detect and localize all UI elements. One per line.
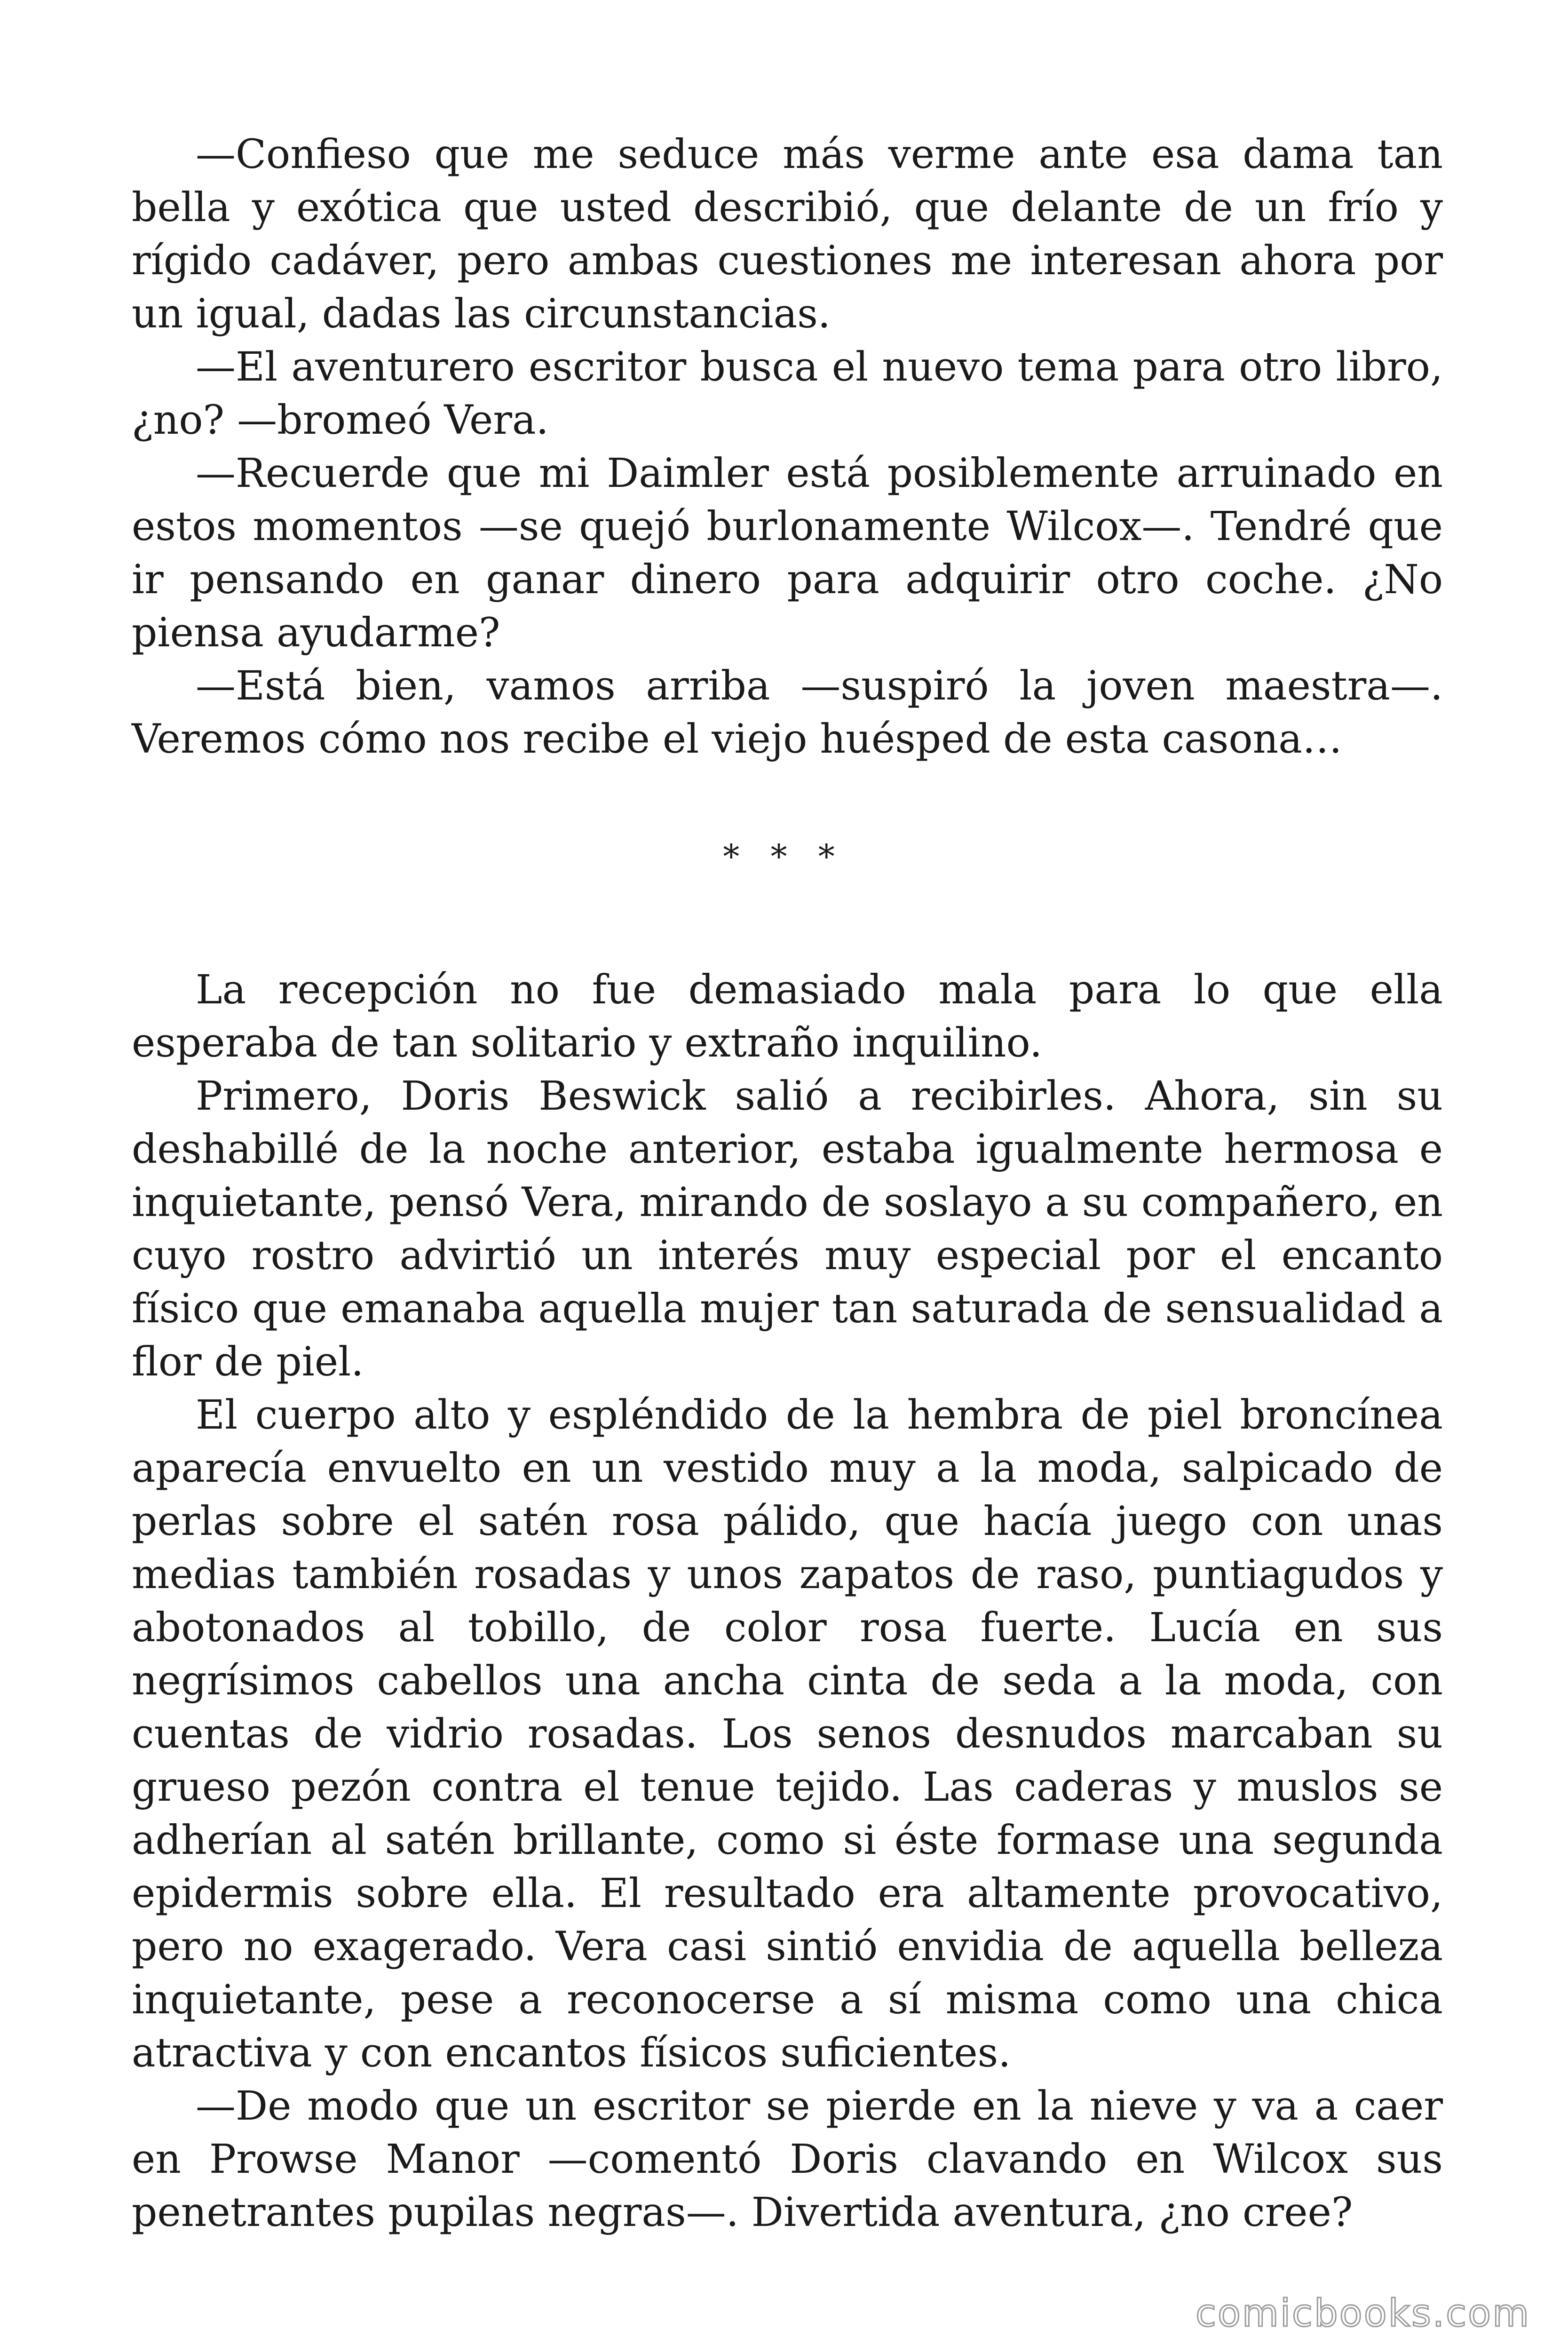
paragraph: —Confieso que me seduce más verme ante esa dama tan bella y exótica que usted describió, que delante de un frío y rígido cadáver, pero ambas cuestiones me interesan ahora por un igual, dadas las circunstancias.: [132, 131, 1443, 337]
paragraph: —Está bien, vamos arriba —suspiró la joven maestra—. Veremos cómo nos recibe el viejo huésped de esta casona…: [132, 663, 1443, 763]
text-section-bottom: [132, 963, 1443, 2239]
text-section-top: [132, 128, 1443, 766]
paragraph: —El aventurero escritor busca el nuevo tema para otro libro, ¿no? —bromeó Vera.: [132, 344, 1443, 444]
paragraph: —Recuerde que mi Daimler está posiblemente arruinado en estos momentos —se quejó burlonamente Wilcox—. Tendré que ir pensando en ganar dinero para adquirir otro coche. ¿No piensa ayudarme?: [132, 450, 1443, 656]
paragraph: —De modo que un escritor se pierde en la nieve y va a caer en Prowse Manor —comentó Doris clavando en Wilcox sus penetrantes pupilas negras—. Divertida aventura, ¿no cree?: [132, 2083, 1443, 2236]
paragraph: Primero, Doris Beswick salió a recibirles. Ahora, sin su deshabillé de la noche anterior, estaba igualmente hermosa e inquietante, pensó Vera, mirando de soslayo a su compañero, en cuyo rostro advirtió un interés muy especial por el encanto físico que emanaba aquella mujer tan saturada de sensualidad a flor de piel.: [132, 1073, 1443, 1385]
scene-break-separator: * * *: [723, 837, 845, 876]
paragraph: La recepción no fue demasiado mala para lo que ella esperaba de tan solitario y extraño inquilino.: [132, 967, 1443, 1066]
paragraph: El cuerpo alto y espléndido de la hembra de piel broncínea aparecía envuelto en un vestido muy a la moda, salpicado de perlas sobre el satén rosa pálido, que hacía juego con unas medias también rosadas y unos zapatos de raso, puntiagudos y abotonados al tobillo, de color rosa fuerte. Lucía en sus negrísimos cabellos una ancha cinta de seda a la moda, con cuentas de vidrio rosadas. Los senos desnudos marcaban su grueso pezón contra el tenue tejido. Las caderas y muslos se adherían al satén brillante, como si éste formase una segunda epidermis sobre ella. El resultado era altamente provocativo, pero no exagerado. Vera casi sintió envidia de aquella belleza inquietante, pese a reconocerse a sí misma como una chica atractiva y con encantos físicos suficientes.: [132, 1392, 1443, 2076]
watermark: comicbooks.com: [1195, 2291, 1530, 2335]
